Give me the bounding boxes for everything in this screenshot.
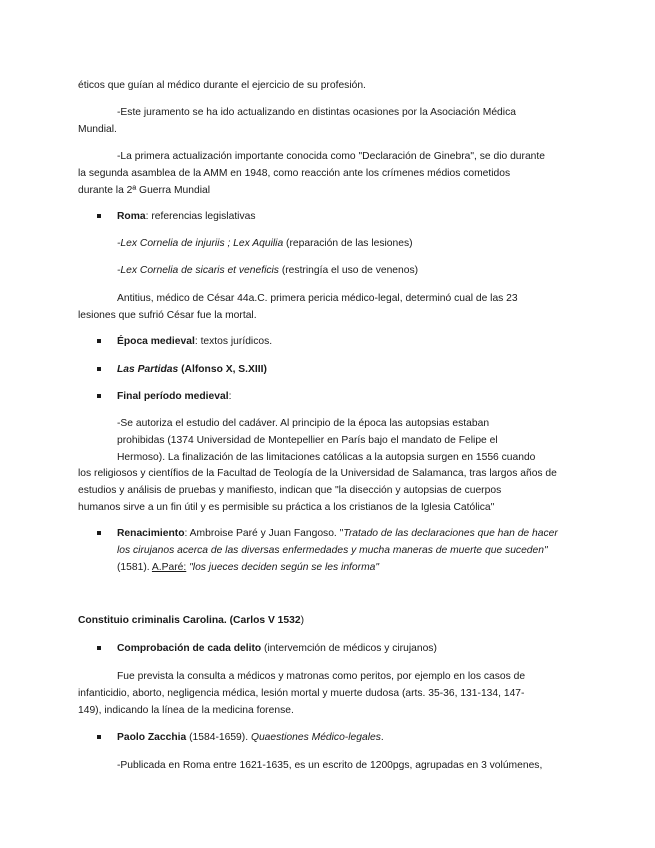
- paragraph-line: -Se autoriza el estudio del cadáver. Al principio de la época las autopsias estaban: [117, 418, 490, 429]
- list-item-comprobacion: [117, 640, 437, 657]
- paragraph-line: [117, 235, 413, 252]
- plain-text: :: [228, 391, 232, 402]
- plain-text: .: [380, 732, 384, 743]
- paragraph-line: la segunda asamblea de la AMM en 1948, como reacción ante los crímenes médios cometidos: [78, 168, 511, 179]
- paragraph-line: prohibidas (1374 Universidad de Montepellier en París bajo el mandato de Felipe el: [117, 435, 498, 446]
- italic-text: Tratado de las declaraciones que han de hacer: [343, 528, 558, 539]
- list-item-text: (intervemción de médicos y cirujanos): [261, 643, 437, 654]
- bold-text: (Alfonso X, S.XIII): [178, 364, 267, 375]
- paragraph-line: los religiosos y científios de la Facultad de Teología de la Universidad de Salamanca, tras largos años de: [78, 468, 557, 479]
- plain-text: (restringía el uso de venenos): [278, 265, 419, 276]
- list-item-roma: [117, 208, 256, 225]
- list-item-medieval: [117, 333, 272, 350]
- paragraph-line: humanos sirve a un fin útil y es permisible su práctica a los cristianos de la Iglesia Católica": [78, 502, 495, 513]
- plain-text: (1584-1659).: [186, 732, 251, 743]
- list-item-renacimiento: [117, 525, 558, 542]
- plain-text: ): [300, 615, 305, 626]
- list-item-text: : referencias legislativas: [145, 211, 256, 222]
- list-item-heading: Final período medieval: [117, 391, 229, 402]
- underlined-text: A.Paré:: [151, 562, 187, 573]
- paragraph-line: Mundial.: [78, 124, 117, 135]
- italic-text: Quaestiones Médico-legales: [250, 732, 381, 743]
- paragraph-line: Fue prevista la consulta a médicos y matronas como peritos, por ejemplo en los casos de: [117, 671, 526, 682]
- paragraph-line: Hermoso). La finalización de las limitaciones católicas a la autopsia surgen en 1556 cuando: [117, 452, 536, 463]
- paragraph-line: estudios y análisis de pruebas y manifiesto, indican que "la disección y autopsias de cuerpos: [78, 485, 502, 496]
- bold-text: Constituio criminalis Carolina. (Carlos V 1532: [78, 615, 301, 626]
- italic-text: los cirujanos acerca de las diversas enfermedades y mucha maneras de muerte que suceden": [117, 545, 548, 556]
- bullet-marker: [97, 394, 101, 398]
- italic-text: "los jueces deciden según se les informa": [186, 562, 380, 573]
- list-item-heading: Renacimiento: [117, 528, 185, 539]
- paragraph-line: durante la 2ª Guerra Mundial: [78, 185, 211, 196]
- plain-text: (1581).: [117, 562, 152, 573]
- bullet-marker: [97, 735, 101, 739]
- italic-text: -Lex Cornelia de sicaris et veneficis: [117, 265, 279, 276]
- italic-text: -Lex Cornelia de injuriis ; Lex Aquilia: [117, 238, 284, 249]
- plain-text: : Ambroise Paré y Juan Fangoso. ": [184, 528, 344, 539]
- paragraph-line: -Publicada en Roma entre 1621-1635, es un escrito de 1200pgs, agrupadas en 3 volúmenes,: [117, 760, 543, 771]
- bullet-marker: [97, 646, 101, 650]
- paragraph-line: éticos que guían al médico durante el ejercicio de su profesión.: [78, 80, 366, 91]
- list-item-heading: Roma: [117, 211, 146, 222]
- paragraph-line: [117, 542, 548, 559]
- paragraph-line: [117, 559, 379, 576]
- list-item-zacchia: [117, 729, 384, 746]
- list-item-text: : textos jurídicos.: [194, 336, 273, 347]
- plain-text: (reparación de las lesiones): [283, 238, 413, 249]
- italic-text: Las Partidas: [117, 364, 179, 375]
- paragraph-line: -Este juramento se ha ido actualizando en distintas ocasiones por la Asociación Médica: [117, 107, 516, 118]
- list-item-heading: Comprobación de cada delito: [117, 643, 262, 654]
- paragraph-line: [117, 262, 418, 279]
- paragraph-line: lesiones que sufrió César fue la mortal.: [78, 310, 257, 321]
- section-heading: [78, 612, 304, 629]
- bullet-marker: [97, 367, 101, 371]
- list-item-final-medieval: [117, 388, 231, 405]
- bullet-marker: [97, 339, 101, 343]
- paragraph-line: 149), indicando la línea de la medicina forense.: [78, 705, 294, 716]
- paragraph-line: -La primera actualización importante conocida como "Declaración de Ginebra", se dio durante: [117, 151, 545, 162]
- bullet-marker: [97, 531, 101, 535]
- paragraph-line: infanticidio, aborto, negligencia médica, lesión mortal y muerte dudosa (arts. 35-36, 131-134, 147-: [78, 688, 525, 699]
- bullet-marker: [97, 214, 101, 218]
- paragraph-line: Antitius, médico de César 44a.C. primera pericia médico-legal, determinó cual de las 23: [117, 293, 518, 304]
- list-item-heading: Paolo Zacchia: [117, 732, 187, 743]
- list-item-partidas: [117, 361, 267, 378]
- list-item-heading: Época medieval: [117, 336, 195, 347]
